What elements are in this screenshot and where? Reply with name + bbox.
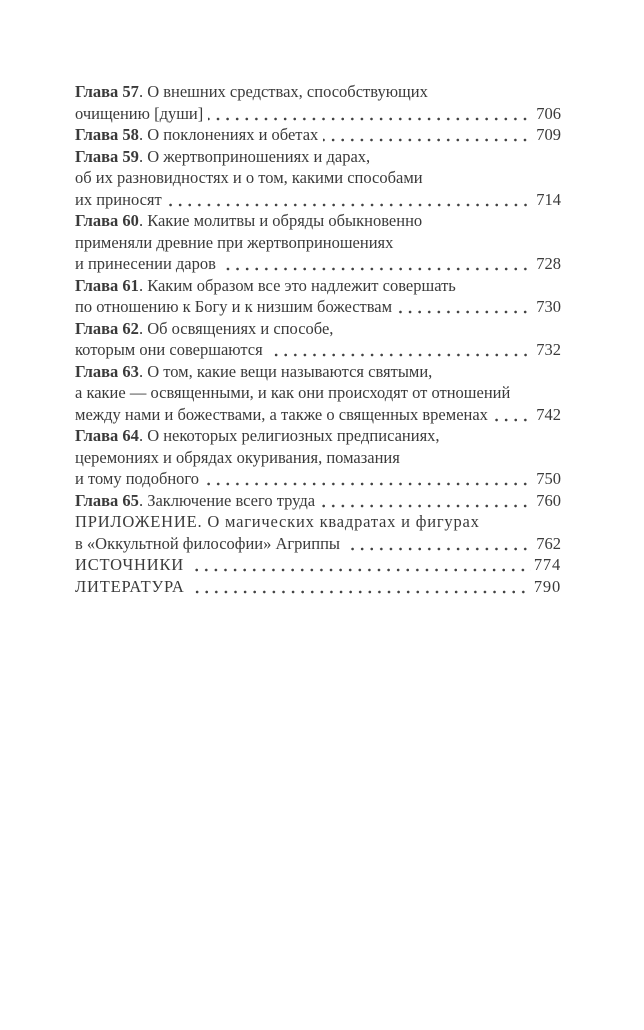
toc-entry xyxy=(75,81,561,124)
page-number: 706 xyxy=(536,103,561,123)
page-number: 730 xyxy=(536,297,561,316)
toc-entry-literature xyxy=(75,576,561,598)
chapter-title-continued: а какие — освященными, и как они происходят от отношений xyxy=(75,383,511,402)
toc-entry xyxy=(75,490,561,512)
chapter-title: . О жертвоприношениях и дарах, xyxy=(138,146,371,166)
toc-entry-appendix xyxy=(75,511,561,554)
toc-entry xyxy=(75,210,561,275)
page-number: 742 xyxy=(536,404,561,424)
chapter-title-continued: церемониях и обрядах окуривания, помазания xyxy=(75,447,400,467)
toc-entry xyxy=(75,425,561,490)
page-number: 774 xyxy=(533,555,561,574)
page-number: 728 xyxy=(536,254,561,273)
toc-entry xyxy=(75,361,561,426)
toc-line xyxy=(75,124,561,146)
dot-leader xyxy=(320,504,533,508)
toc-line xyxy=(75,554,561,576)
toc-line xyxy=(75,210,561,232)
chapter-title-continued: применяли древние при жертвоприношениях xyxy=(75,232,394,252)
dot-leader xyxy=(208,117,533,121)
chapter-title-continued: по отношению к Богу и к низшим божествам xyxy=(75,297,393,316)
chapter-title: . О некоторых религиозных предписаниях, xyxy=(138,426,440,445)
toc-line xyxy=(75,576,561,598)
chapter-number: Глава 58 xyxy=(75,125,139,144)
dot-leader xyxy=(345,547,533,551)
toc-line xyxy=(75,447,561,469)
dot-leader xyxy=(221,267,533,271)
chapter-title-continued: между нами и божествами, а также о священных временах xyxy=(75,404,488,424)
toc-line xyxy=(75,490,561,512)
dot-leader xyxy=(167,203,534,207)
toc-line xyxy=(75,382,561,404)
chapter-title: . Каким образом все это надлежит совершать xyxy=(138,275,456,295)
dot-leader xyxy=(268,353,534,357)
page-number: 732 xyxy=(536,340,561,359)
toc-entry xyxy=(75,318,561,361)
chapter-title-continued: и принесении даров xyxy=(75,254,216,273)
page-number: 709 xyxy=(536,125,561,144)
toc-line xyxy=(75,404,561,426)
chapter-title-continued: очищению [души] xyxy=(75,103,204,123)
toc-line xyxy=(75,103,561,125)
toc-line xyxy=(75,167,561,189)
chapter-number: Глава 60 xyxy=(75,211,139,230)
chapter-number: Глава 61 xyxy=(75,275,139,295)
page-number: 762 xyxy=(536,533,561,553)
chapter-number: Глава 63 xyxy=(75,361,139,381)
toc-line xyxy=(75,253,561,275)
toc-line xyxy=(75,275,561,297)
toc-line xyxy=(75,318,561,340)
chapter-number: Глава 59 xyxy=(75,146,139,166)
page-number: 790 xyxy=(533,576,561,596)
chapter-title: . Какие молитвы и обряды обыкновенно xyxy=(138,211,423,230)
toc-entry xyxy=(75,146,561,211)
chapter-number: Глава 64 xyxy=(75,426,139,445)
section-title: ИСТОЧНИКИ xyxy=(75,555,184,574)
page-number: 714 xyxy=(536,189,561,209)
dot-leader xyxy=(189,568,531,572)
section-title-continued: в «Оккультной философии» Агриппы xyxy=(75,533,341,553)
toc-line xyxy=(75,511,561,533)
chapter-title: . О том, какие вещи называются святыми, xyxy=(138,361,433,381)
chapter-number: Глава 57 xyxy=(75,82,139,101)
chapter-title-continued: об их разновидностях и о том, какими способами xyxy=(75,168,423,187)
chapter-title-continued: их приносят xyxy=(75,189,162,209)
chapter-title: Глава 65. Заключение всего труда xyxy=(75,490,316,510)
toc-entry xyxy=(75,275,561,318)
toc-line xyxy=(75,468,561,490)
chapter-title-continued: и тому подобного xyxy=(75,469,200,488)
toc-line xyxy=(75,81,561,103)
table-of-contents xyxy=(75,81,561,597)
toc-line xyxy=(75,189,561,211)
dot-leader xyxy=(323,138,533,142)
toc-line xyxy=(75,232,561,254)
page-number: 760 xyxy=(536,490,561,510)
chapter-title-continued: которым они совершаются xyxy=(75,340,263,359)
dot-leader xyxy=(190,590,531,594)
toc-line xyxy=(75,425,561,447)
dot-leader xyxy=(493,418,533,422)
chapter-title: . О внешних средствах, способствующих xyxy=(138,82,428,101)
toc-entry-sources xyxy=(75,554,561,576)
toc-line xyxy=(75,339,561,361)
chapter-number: Глава 65 xyxy=(75,490,139,510)
chapter-title: . Об освящениях и способе, xyxy=(138,318,334,338)
chapter-number: Глава 62 xyxy=(75,318,139,338)
toc-line xyxy=(75,146,561,168)
chapter-title: Глава 58. О поклонениях и обетах xyxy=(75,125,319,144)
section-title: ЛИТЕРАТУРА xyxy=(75,576,185,596)
page-number: 750 xyxy=(536,469,561,488)
section-title: ПРИЛОЖЕНИЕ. О магических квадратах и фигурах xyxy=(75,512,480,531)
toc-line xyxy=(75,296,561,318)
toc-entry xyxy=(75,124,561,146)
toc-line xyxy=(75,361,561,383)
dot-leader xyxy=(204,482,533,486)
toc-line xyxy=(75,533,561,555)
dot-leader xyxy=(397,310,533,314)
